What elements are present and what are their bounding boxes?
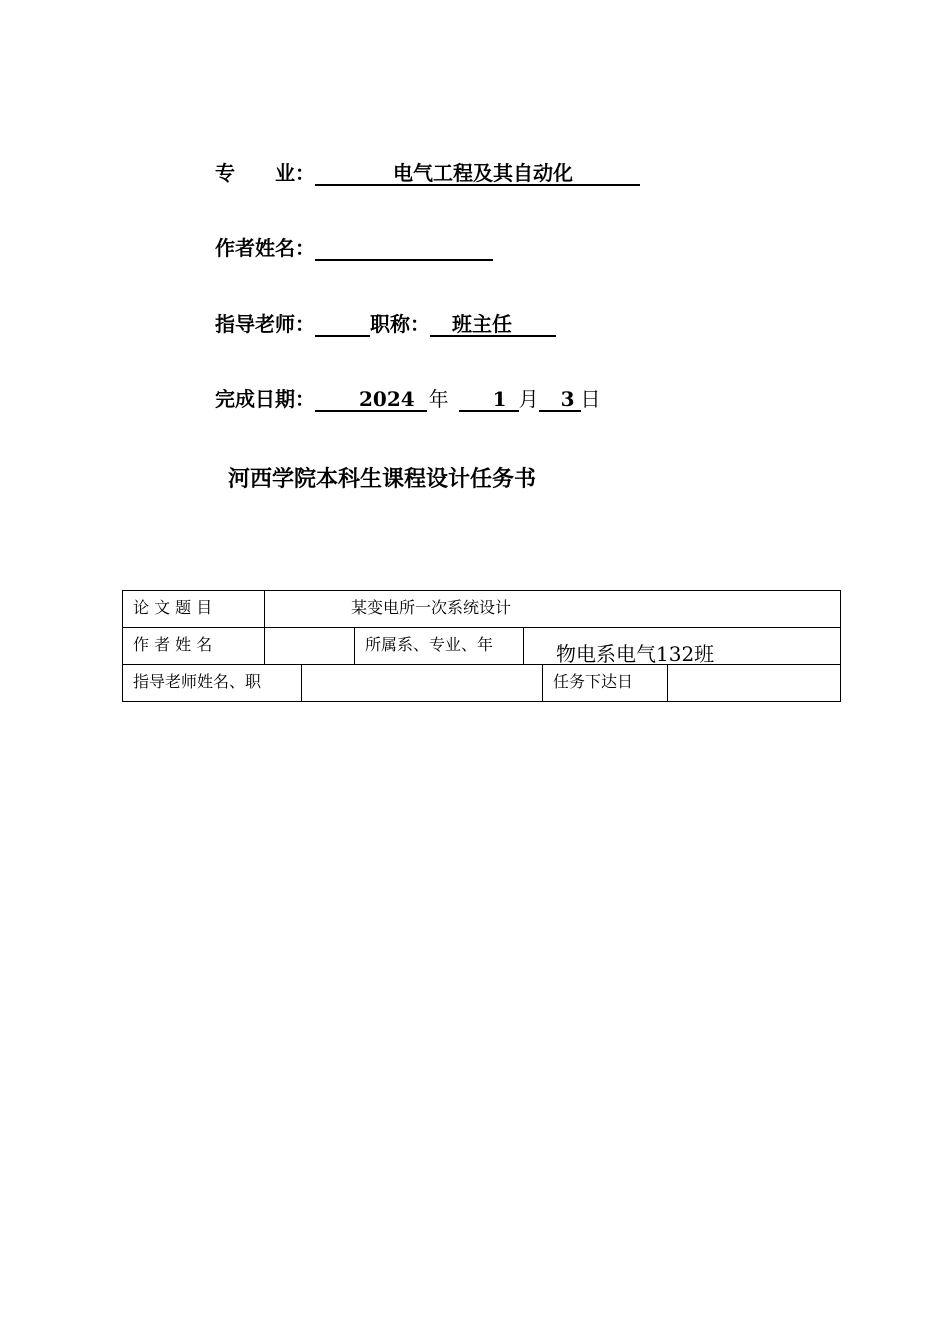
form-heading: 河西学院本科生课程设计任务书 — [228, 466, 537, 492]
author-label: 作者姓名： — [215, 236, 315, 260]
date-line — [215, 386, 601, 412]
topic-label: 论 文 题 目 — [133, 598, 213, 617]
day-unit: 日 — [580, 387, 601, 411]
title-value-underline — [430, 313, 556, 337]
major-value-underline — [315, 162, 640, 186]
advisor-line — [215, 311, 556, 337]
year-underline — [315, 388, 427, 412]
table-row-topic — [122, 590, 841, 627]
day-underline — [539, 388, 581, 412]
author-line — [215, 235, 493, 261]
dept-label: 所属系、专业、年 — [354, 628, 523, 664]
issue-date-value — [667, 665, 840, 701]
month-unit: 月 — [518, 387, 539, 411]
date-label: 完成日期： — [215, 387, 315, 411]
dept-value: 物电系电气132班 — [523, 628, 840, 664]
author-name-label: 作 者 姓 名 — [133, 635, 213, 654]
month-underline — [459, 388, 519, 412]
advisor-value — [315, 335, 370, 337]
author-name-value — [264, 628, 354, 664]
task-table — [122, 590, 841, 702]
title-value: 班主任 — [452, 312, 512, 336]
table-row-advisor — [122, 664, 841, 702]
advisor-name-value — [301, 665, 542, 701]
advisor-name-label: 指导老师姓名、职 — [133, 672, 262, 691]
day-value: 3 — [560, 387, 575, 411]
table-row-author — [122, 627, 841, 664]
author-value — [315, 259, 493, 261]
year-unit: 年 — [428, 387, 449, 411]
advisor-label: 指导老师： — [215, 312, 315, 336]
major-value: 电气工程及其自动化 — [393, 161, 573, 185]
major-line — [215, 160, 640, 186]
month-value: 1 — [492, 387, 507, 411]
issue-date-label: 任务下达日 — [542, 665, 667, 701]
major-label: 专 业： — [215, 161, 315, 185]
year-value: 2024 — [359, 387, 415, 411]
topic-value: 某变电所一次系统设计 — [264, 591, 840, 627]
title-label: 职称： — [370, 312, 430, 336]
